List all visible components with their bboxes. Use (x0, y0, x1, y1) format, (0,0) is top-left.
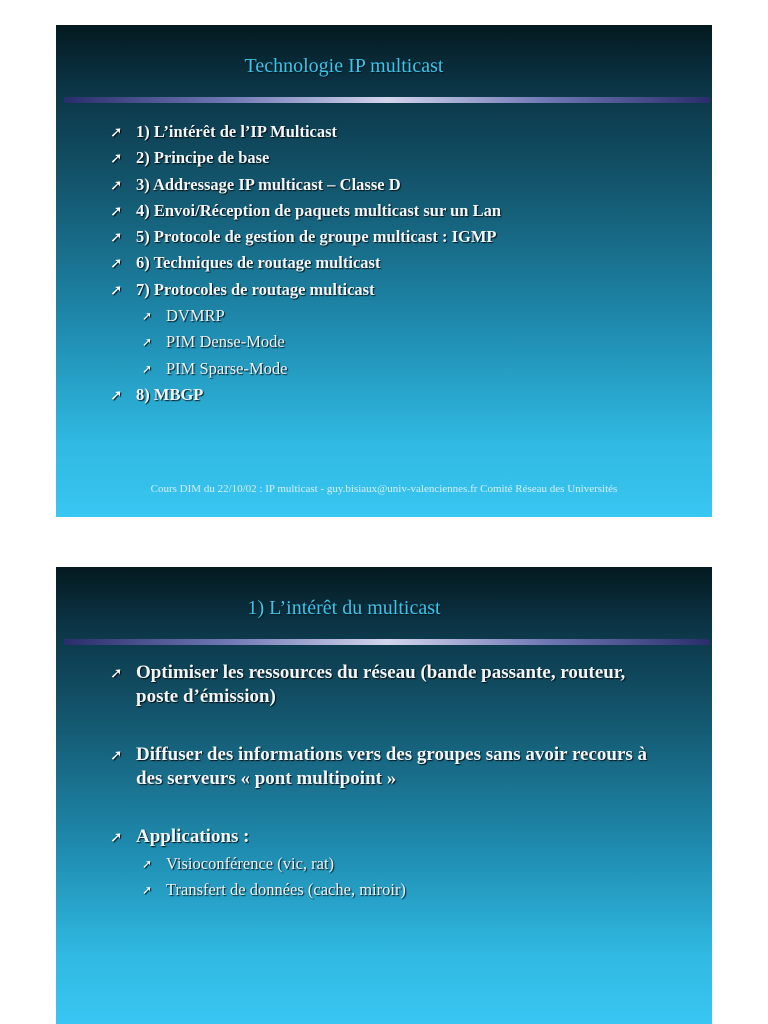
list-item-text: 8) MBGP (136, 384, 204, 404)
list-item-text: 2) Principe de base (136, 148, 270, 168)
list-item (110, 172, 501, 198)
slide-1 (56, 25, 712, 517)
list-item-text: 6) Techniques de routage multicast (136, 253, 381, 273)
list-item-text: 7) Protocoles de routage multicast (136, 279, 375, 299)
sub-list-item (110, 851, 670, 877)
sub-list (110, 851, 670, 904)
arrow-bullet-icon: ➚ (110, 280, 123, 299)
bullet-list (110, 119, 501, 408)
sub-list-item (110, 877, 670, 903)
slide-2 (56, 567, 712, 1024)
list-item (110, 277, 501, 303)
arrow-bullet-icon: ➚ (142, 857, 153, 871)
arrow-bullet-icon: ➚ (110, 254, 123, 273)
list-item (110, 145, 501, 171)
slide-footer: Cours DIM du 22/10/02 : IP multicast - guy.bisiaux@univ-valenciennes.fr Comité Réseau des Universités (150, 483, 618, 495)
list-item-text: Optimiser les ressources du réseau (bande passante, routeur, poste d’émission) (136, 662, 626, 707)
sub-list-item-text: PIM Sparse-Mode (166, 358, 288, 378)
list-item-text: Applications : (136, 826, 250, 847)
sub-list-item-text: Transfert de données (cache, miroir) (166, 880, 406, 900)
arrow-bullet-icon: ➚ (110, 746, 123, 764)
arrow-bullet-icon: ➚ (110, 149, 123, 168)
list-item-text: 3) Addressage IP multicast – Classe D (136, 174, 401, 194)
list-item-text: Diffuser des informations vers des groupes sans avoir recours à des serveurs « pont multipoint » (136, 744, 648, 789)
arrow-bullet-icon: ➚ (110, 175, 123, 194)
arrow-bullet-icon: ➚ (142, 361, 153, 376)
list-item (110, 119, 501, 145)
list-item (110, 825, 670, 904)
bullet-list (110, 661, 670, 904)
list-item (110, 250, 501, 276)
title-divider (64, 97, 710, 103)
arrow-bullet-icon: ➚ (142, 309, 153, 324)
list-item (110, 224, 501, 250)
arrow-bullet-icon: ➚ (142, 883, 153, 898)
list-item-text: 4) Envoi/Réception de paquets multicast sur un Lan (136, 200, 502, 220)
sub-list-item-text: Visioconférence (vic, rat) (166, 854, 335, 873)
arrow-bullet-icon: ➚ (110, 664, 123, 682)
arrow-bullet-icon: ➚ (110, 123, 123, 141)
sub-list-item (110, 356, 501, 382)
arrow-bullet-icon: ➚ (110, 228, 123, 247)
sub-list-item (110, 329, 501, 355)
list-item (110, 661, 670, 709)
slide-title: 1) L’intérêt du multicast (247, 597, 441, 619)
arrow-bullet-icon: ➚ (110, 828, 123, 846)
list-item-text: 5) Protocole de gestion de groupe multicast : IGMP (136, 227, 497, 247)
sub-list-item-text: DVMRP (166, 306, 225, 326)
slide-title: Technologie IP multicast (244, 55, 444, 77)
list-item (110, 743, 670, 791)
arrow-bullet-icon: ➚ (110, 201, 123, 220)
list-item (110, 198, 501, 224)
arrow-bullet-icon: ➚ (142, 335, 153, 350)
sub-list-item (110, 303, 501, 329)
arrow-bullet-icon: ➚ (110, 385, 123, 404)
list-item (110, 382, 501, 408)
title-divider (64, 639, 710, 645)
sub-list-item-text: PIM Dense-Mode (166, 332, 285, 352)
list-item-text: 1) L’intérêt de l’IP Multicast (136, 122, 338, 141)
